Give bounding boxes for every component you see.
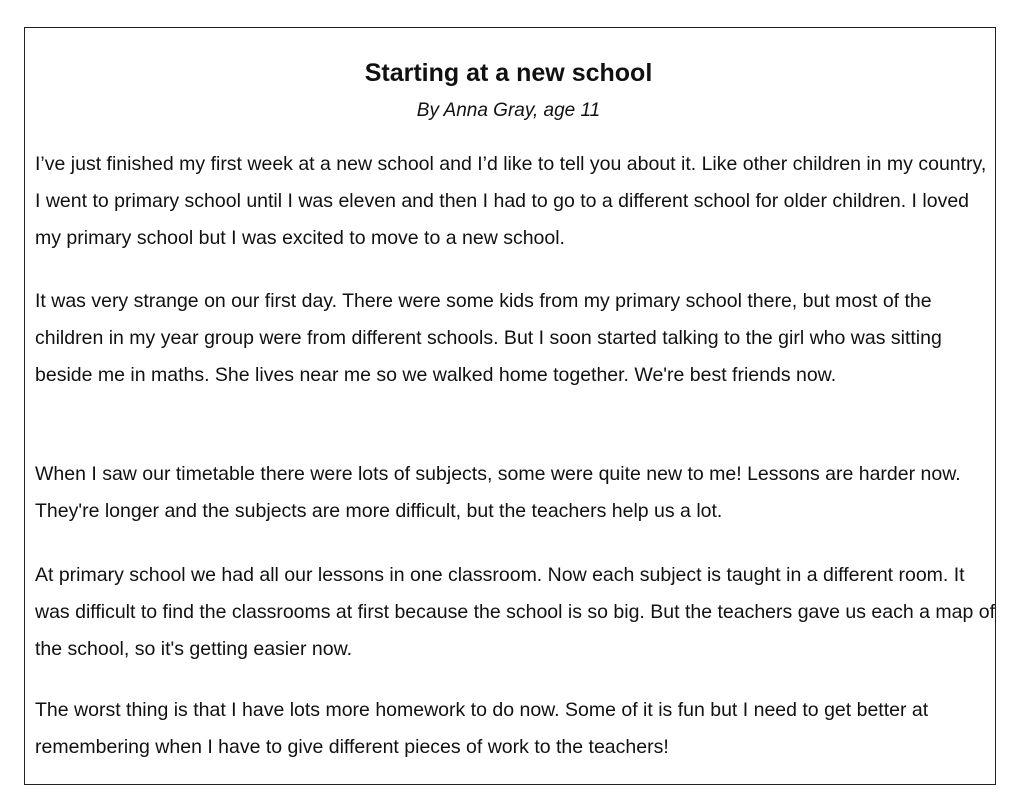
article-paragraph-2: It was very strange on our first day. There were some kids from my primary school there, but most of the children in my year group were from different schools. But I soon started talking to the girl who was sitting beside me in maths. She lives near me so we walked home together. We're best friends now. <box>35 290 942 386</box>
article-title: Starting at a new school <box>364 59 653 87</box>
document-border <box>24 27 996 785</box>
article-byline: By Anna Gray, age 11 <box>416 100 601 121</box>
article-paragraph-1: I’ve just finished my first week at a new school and I’d like to tell you about it. Like other children in my country, I went to primary school until I was eleven and then I had to go to a different school for older children. I loved my primary school but I was excited to move to a new school. <box>35 153 987 249</box>
article-paragraph-3: When I saw our timetable there were lots of subjects, some were quite new to me! Lessons are harder now. They're longer and the subjects are more difficult, but the teachers help us a lot. <box>35 463 961 522</box>
article-paragraph-5: The worst thing is that I have lots more homework to do now. Some of it is fun but I need to get better at remembering when I have to give different pieces of work to the teachers! <box>35 699 929 758</box>
article-paragraph-4: At primary school we had all our lessons in one classroom. Now each subject is taught in a different room. It was difficult to find the classrooms at first because the school is so big. But the teachers gave us each a map of the school, so it's getting easier now. <box>35 564 995 660</box>
